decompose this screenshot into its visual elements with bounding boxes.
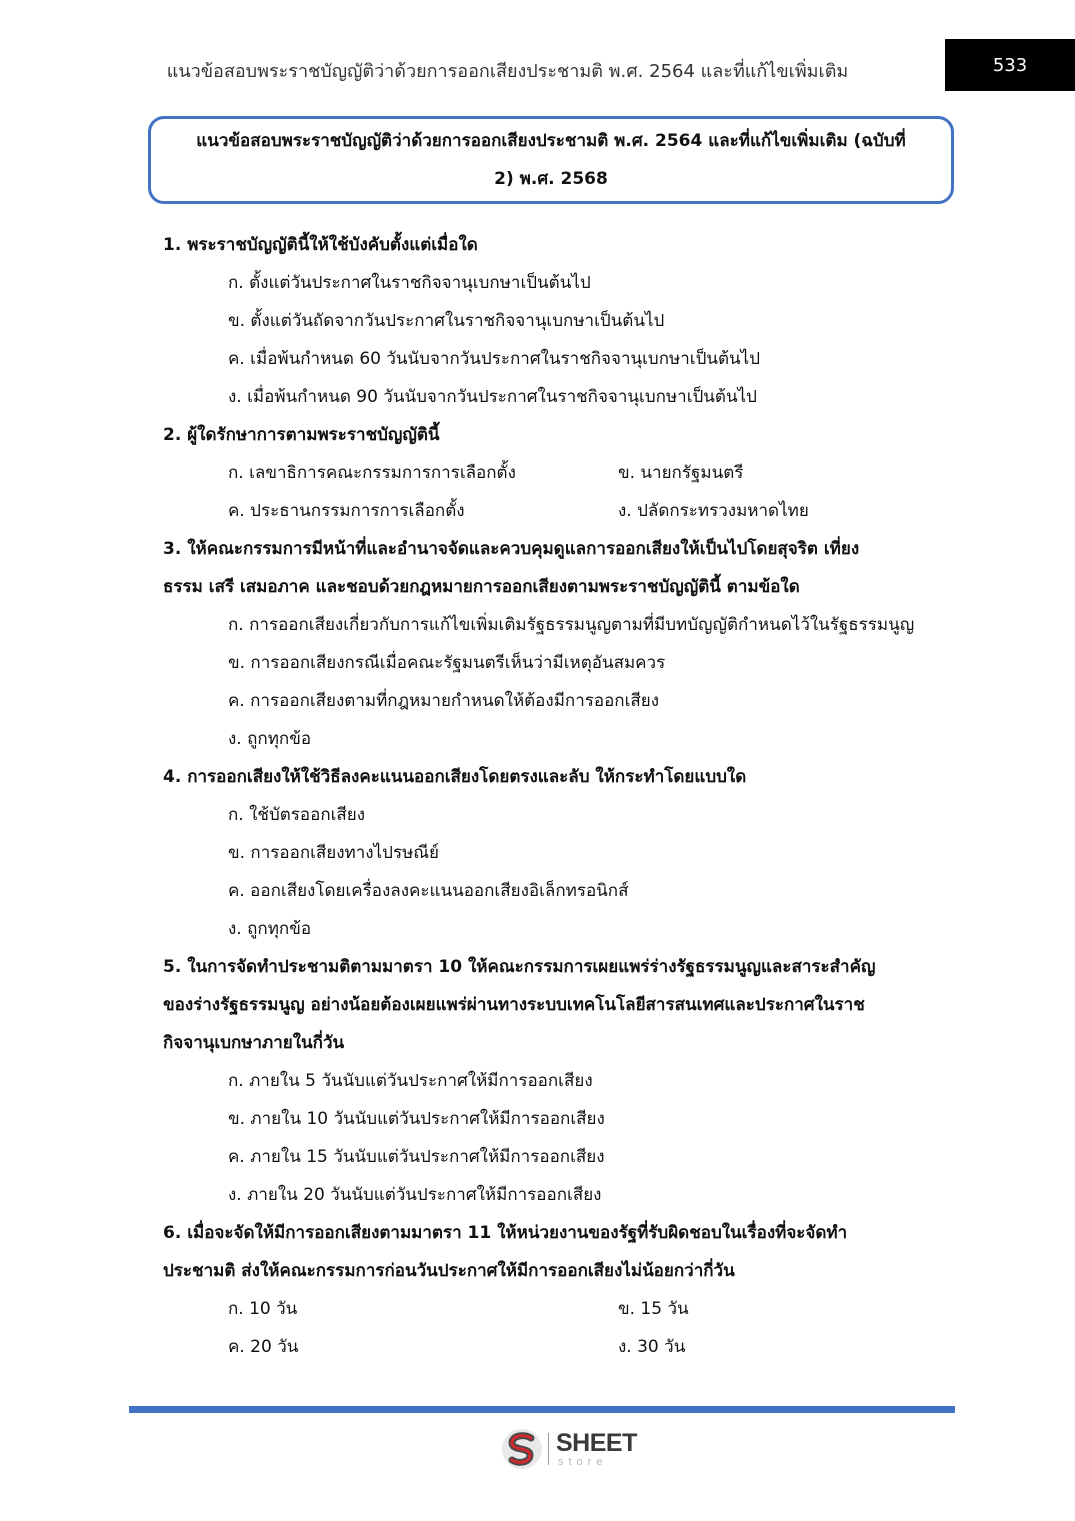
question-list	[163, 226, 953, 1366]
question-6	[163, 1214, 953, 1366]
option-row	[163, 1328, 953, 1366]
option-c: ค. 20 วัน	[228, 1337, 299, 1357]
question-text: 1. พระราชบัญญัตินี้ให้ใช้บังคับตั้งแต่เมื่อใด	[163, 235, 478, 255]
question-5	[163, 948, 953, 1214]
question-text: 5. ในการจัดทำประชามติตามมาตรา 10 ให้คณะกรรมการเผยแพร่ร่างรัฐธรรมนูญและสาระสำคัญ	[163, 957, 876, 977]
option-d: ง. ถูกทุกข้อ	[228, 729, 312, 749]
option-b: ข. การออกเสียงกรณีเมื่อคณะรัฐมนตรีเห็นว่ามีเหตุอันสมควร	[228, 653, 666, 673]
question-text: 2. ผู้ใดรักษาการตามพระราชบัญญัตินี้	[163, 425, 440, 445]
question-text: ประชามติ ส่งให้คณะกรรมการก่อนวันประกาศให้มีการออกเสียงไม่น้อยกว่ากี่วัน	[163, 1261, 735, 1281]
option-c: ค. เมื่อพ้นกำหนด 60 วันนับจากวันประกาศในราชกิจจานุเบกษาเป็นต้นไป	[228, 349, 760, 369]
option-d: ง. ถูกทุกข้อ	[228, 919, 312, 939]
option-b: ข. นายกรัฐมนตรี	[618, 463, 744, 483]
question-text: ของร่างรัฐธรรมนูญ อย่างน้อยต้องเผยแพร่ผ่านทางระบบเทคโนโลยีสารสนเทศและประกาศในราช	[163, 995, 865, 1015]
option-c: ค. ภายใน 15 วันนับแต่วันประกาศให้มีการออกเสียง	[228, 1147, 605, 1167]
page-number: 533	[992, 54, 1028, 76]
option-a: ก. เลขาธิการคณะกรรมการการเลือกตั้ง	[228, 463, 516, 483]
document-title-box	[148, 116, 954, 204]
option-a: ก. ใช้บัตรออกเสียง	[228, 805, 366, 825]
logo-wordmark: SHEET	[556, 1429, 637, 1457]
document-title-line-1: แนวข้อสอบพระราชบัญญัติว่าด้วยการออกเสียงประชามติ พ.ศ. 2564 และที่แก้ไขเพิ่มเติม (ฉบับที่	[196, 131, 906, 151]
option-a: ก. 10 วัน	[228, 1299, 298, 1319]
question-2	[163, 416, 953, 530]
document-title-line-2: 2) พ.ศ. 2568	[494, 169, 608, 189]
option-a: ก. ภายใน 5 วันนับแต่วันประกาศให้มีการออกเสียง	[228, 1071, 593, 1091]
option-b: ข. การออกเสียงทางไปรษณีย์	[228, 843, 440, 863]
option-c: ค. ออกเสียงโดยเครื่องลงคะแนนออกเสียงอิเล็กทรอนิกส์	[228, 881, 629, 901]
option-d: ง. ภายใน 20 วันนับแต่วันประกาศให้มีการออกเสียง	[228, 1185, 602, 1205]
option-row	[163, 492, 953, 530]
logo-subtext: store	[558, 1456, 608, 1468]
option-d: ง. เมื่อพ้นกำหนด 90 วันนับจากวันประกาศในราชกิจจานุเบกษาเป็นต้นไป	[228, 387, 757, 407]
question-text: 4. การออกเสียงให้ใช้วิธีลงคะแนนออกเสียงโดยตรงและลับ ให้กระทำโดยแบบใด	[163, 767, 747, 787]
option-b: ข. ตั้งแต่วันถัดจากวันประกาศในราชกิจจานุเบกษาเป็นต้นไป	[228, 311, 665, 331]
question-text: 6. เมื่อจะจัดให้มีการออกเสียงตามมาตรา 11 ให้หน่วยงานของรัฐที่รับผิดชอบในเรื่องที่จะจัดทำ	[163, 1223, 848, 1243]
footer-divider	[129, 1406, 955, 1413]
question-1	[163, 226, 953, 416]
option-b: ข. ภายใน 10 วันนับแต่วันประกาศให้มีการออกเสียง	[228, 1109, 605, 1129]
running-header-title: แนวข้อสอบพระราชบัญญัติว่าด้วยการออกเสียงประชามติ พ.ศ. 2564 และที่แก้ไขเพิ่มเติม	[166, 61, 849, 82]
option-row	[163, 1290, 953, 1328]
option-a: ก. การออกเสียงเกี่ยวกับการแก้ไขเพิ่มเติมรัฐธรรมนูญตามที่มีบทบัญญัติกำหนดไว้ในรัฐธรรมนูญ	[228, 615, 915, 635]
option-d: ง. 30 วัน	[618, 1337, 686, 1357]
option-b: ข. 15 วัน	[618, 1299, 689, 1319]
option-c: ค. การออกเสียงตามที่กฎหมายกำหนดให้ต้องมีการออกเสียง	[228, 691, 660, 711]
question-text: ธรรม เสรี เสมอภาค และชอบด้วยกฎหมายการออกเสียงตามพระราชบัญญัตินี้ ตามข้อใด	[163, 577, 800, 597]
question-text: กิจจานุเบกษาภายในกี่วัน	[163, 1033, 345, 1053]
option-c: ค. ประธานกรรมการการเลือกตั้ง	[228, 501, 465, 521]
question-3	[163, 530, 953, 758]
page-number-badge	[945, 39, 1075, 91]
sheet-store-logo	[500, 1427, 660, 1471]
option-a: ก. ตั้งแต่วันประกาศในราชกิจจานุเบกษาเป็นต้นไป	[228, 273, 591, 293]
logo-separator	[548, 1433, 549, 1465]
option-d: ง. ปลัดกระทรวงมหาดไทย	[618, 501, 809, 521]
question-text: 3. ให้คณะกรรมการมีหน้าที่และอำนาจจัดและควบคุมดูแลการออกเสียงให้เป็นไปโดยสุจริต เที่ยง	[163, 539, 860, 559]
question-4	[163, 758, 953, 948]
option-row	[163, 454, 953, 492]
sheet-store-s-icon	[500, 1427, 544, 1471]
